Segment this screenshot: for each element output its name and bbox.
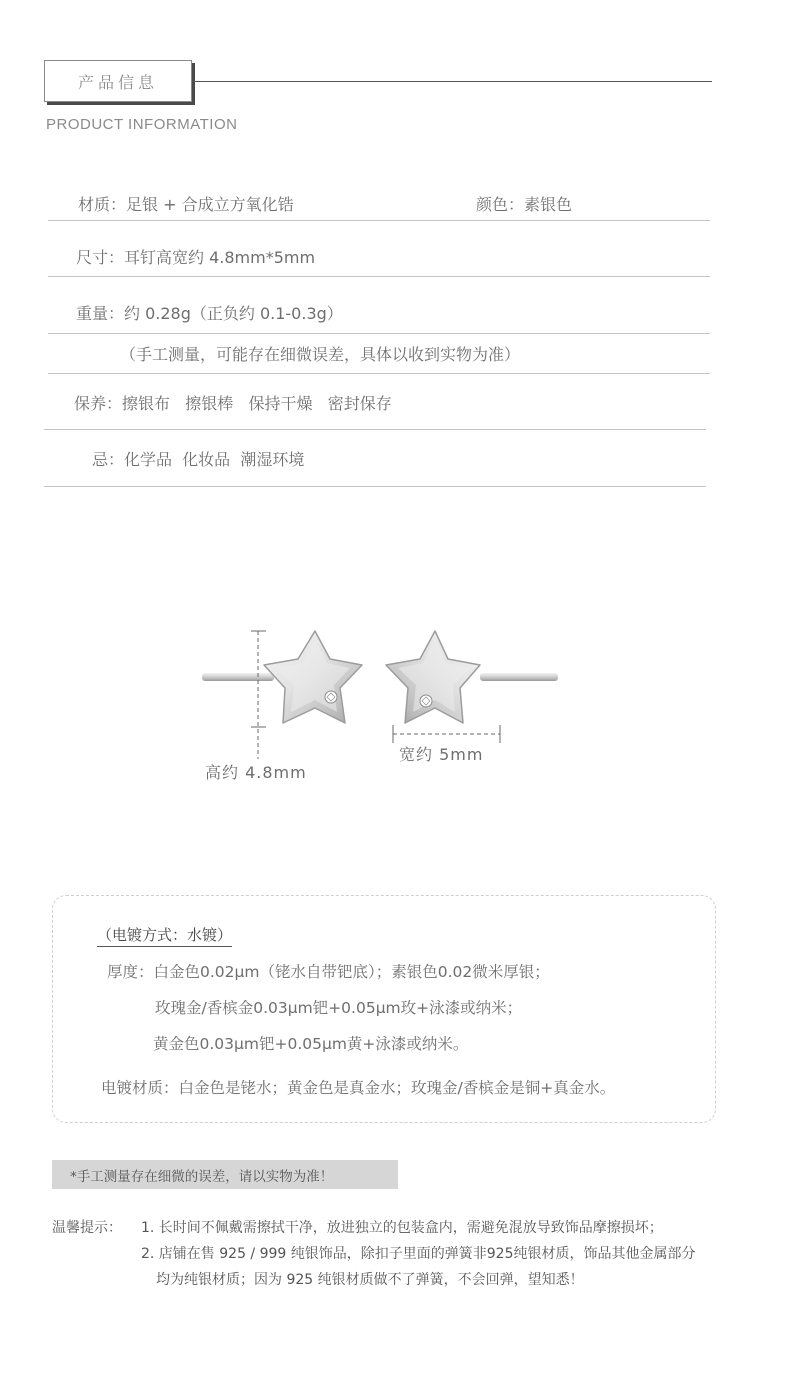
row-divider xyxy=(48,373,710,374)
row-divider xyxy=(48,333,710,334)
row-divider xyxy=(44,486,706,487)
section-subtitle: PRODUCT INFORMATION xyxy=(46,116,238,133)
measurement-notice: *手工测量存在细微的误差，请以实物为准！ xyxy=(52,1160,398,1189)
plating-thickness-3: 黄金色0.03μm钯+0.05μm黄+泳漆或纳米。 xyxy=(153,1035,469,1053)
spec-care: 保养：擦银布 擦银棒 保持干燥 密封保存 xyxy=(74,394,392,413)
spec-weight-note: （手工测量，可能存在细微误差，具体以收到实物为准） xyxy=(120,345,521,364)
plating-info-box xyxy=(52,895,716,1123)
row-divider xyxy=(48,220,710,221)
spec-material: 材质：足银 + 合成立方氧化锆 xyxy=(78,195,294,214)
width-label: 宽约 5mm xyxy=(399,745,484,764)
plating-title: （电镀方式：水镀） xyxy=(97,924,232,947)
plating-thickness-1: 厚度：白金色0.02μm（铑水自带钯底）；素银色0.02微米厚银； xyxy=(107,963,550,981)
row-divider xyxy=(44,429,706,430)
spec-avoid: 忌：化学品 化妆品 潮湿环境 xyxy=(92,450,305,469)
spec-size: 尺寸：耳钉高宽约 4.8mm*5mm xyxy=(76,248,316,267)
earring-post xyxy=(480,673,558,681)
tips-label: 温馨提示： xyxy=(52,1220,122,1236)
plating-thickness-2: 玫瑰金/香槟金0.03μm钯+0.05μm玫+泳漆或纳米； xyxy=(155,999,523,1017)
section-title-box xyxy=(44,60,192,102)
row-divider xyxy=(48,276,710,277)
header-divider xyxy=(192,81,712,82)
earring-post xyxy=(202,673,274,681)
plating-material: 电镀材质：白金色是铑水；黄金色是真金水；玫瑰金/香槟金是铜+真金水。 xyxy=(101,1079,616,1097)
spec-color: 颜色：素银色 xyxy=(476,195,573,214)
section-title: 产品信息 xyxy=(77,72,158,92)
spec-weight: 重量：约 0.28g（正负约 0.1-0.3g） xyxy=(76,304,343,323)
tip-item-2-cont: 均为纯银材质；因为 925 纯银材质做不了弹簧，不会回弹，望知悉！ xyxy=(156,1272,584,1288)
height-label: 高约 4.8mm xyxy=(205,763,307,782)
tip-item-1: 1. 长时间不佩戴需擦拭干净，放进独立的包装盒内，需避免混放导致饰品摩擦损坏； xyxy=(141,1220,663,1236)
tip-item-2: 2. 店铺在售 925 / 999 纯银饰品，除扣子里面的弹簧非925纯银材质，饰品其他金属部分 xyxy=(141,1246,696,1262)
